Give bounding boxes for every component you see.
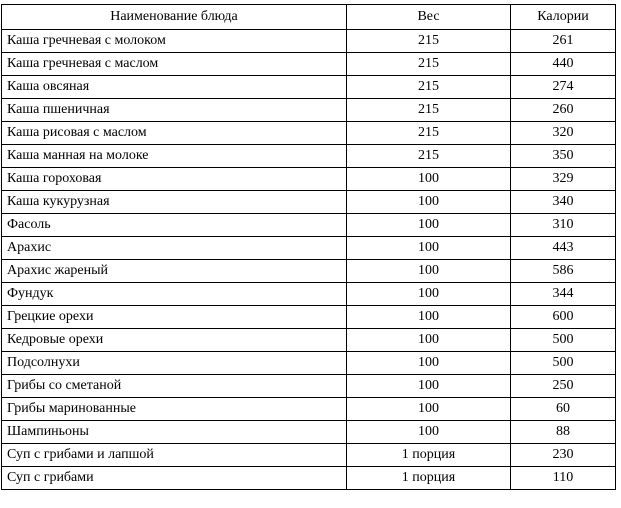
weight-cell: 100 <box>347 375 511 398</box>
weight-cell: 215 <box>347 53 511 76</box>
table-row <box>2 375 616 398</box>
calories-cell: 500 <box>511 352 616 375</box>
table-header <box>2 5 616 30</box>
dish-name-cell: Грибы маринованные <box>2 398 347 421</box>
table-row <box>2 53 616 76</box>
dish-name-cell: Каша гороховая <box>2 168 347 191</box>
calories-cell: 440 <box>511 53 616 76</box>
weight-cell: 100 <box>347 168 511 191</box>
weight-cell: 215 <box>347 122 511 145</box>
weight-cell: 1 порция <box>347 444 511 467</box>
dish-name-cell: Каша гречневая с маслом <box>2 53 347 76</box>
calories-cell: 110 <box>511 467 616 490</box>
calories-cell: 500 <box>511 329 616 352</box>
table-row <box>2 237 616 260</box>
calories-cell: 250 <box>511 375 616 398</box>
header-weight: Вес <box>347 5 511 30</box>
calories-cell: 261 <box>511 30 616 53</box>
weight-cell: 1 порция <box>347 467 511 490</box>
dish-name-cell: Грибы со сметаной <box>2 375 347 398</box>
dish-name-cell: Каша кукурузная <box>2 191 347 214</box>
header-dish-name: Наименование блюда <box>2 5 347 30</box>
dish-name-cell: Подсолнухи <box>2 352 347 375</box>
weight-cell: 215 <box>347 30 511 53</box>
calories-cell: 260 <box>511 99 616 122</box>
table-row <box>2 122 616 145</box>
dish-name-cell: Суп с грибами <box>2 467 347 490</box>
table-row <box>2 306 616 329</box>
calories-cell: 310 <box>511 214 616 237</box>
table-row <box>2 398 616 421</box>
table-row <box>2 191 616 214</box>
calorie-table <box>1 4 616 490</box>
weight-cell: 100 <box>347 214 511 237</box>
dish-name-cell: Грецкие орехи <box>2 306 347 329</box>
weight-cell: 215 <box>347 145 511 168</box>
calories-cell: 443 <box>511 237 616 260</box>
weight-cell: 100 <box>347 398 511 421</box>
header-calories: Калории <box>511 5 616 30</box>
calories-cell: 230 <box>511 444 616 467</box>
weight-cell: 100 <box>347 352 511 375</box>
dish-name-cell: Арахис жареный <box>2 260 347 283</box>
dish-name-cell: Каша манная на молоке <box>2 145 347 168</box>
dish-name-cell: Каша овсяная <box>2 76 347 99</box>
dish-name-cell: Каша гречневая с молоком <box>2 30 347 53</box>
calories-cell: 340 <box>511 191 616 214</box>
dish-name-cell: Каша пшеничная <box>2 99 347 122</box>
table-row <box>2 444 616 467</box>
weight-cell: 100 <box>347 237 511 260</box>
dish-name-cell: Суп с грибами и лапшой <box>2 444 347 467</box>
calories-cell: 350 <box>511 145 616 168</box>
table-row <box>2 467 616 490</box>
header-row <box>2 5 616 30</box>
weight-cell: 215 <box>347 76 511 99</box>
dish-name-cell: Шампиньоны <box>2 421 347 444</box>
calories-cell: 274 <box>511 76 616 99</box>
table-row <box>2 214 616 237</box>
weight-cell: 100 <box>347 421 511 444</box>
table-row <box>2 421 616 444</box>
table-row <box>2 283 616 306</box>
table-row <box>2 352 616 375</box>
weight-cell: 100 <box>347 260 511 283</box>
table-row <box>2 329 616 352</box>
weight-cell: 100 <box>347 329 511 352</box>
table-row <box>2 145 616 168</box>
table-row <box>2 76 616 99</box>
calories-cell: 586 <box>511 260 616 283</box>
dish-name-cell: Кедровые орехи <box>2 329 347 352</box>
dish-name-cell: Фасоль <box>2 214 347 237</box>
weight-cell: 215 <box>347 99 511 122</box>
table-row <box>2 99 616 122</box>
dish-name-cell: Арахис <box>2 237 347 260</box>
weight-cell: 100 <box>347 283 511 306</box>
calories-cell: 60 <box>511 398 616 421</box>
weight-cell: 100 <box>347 191 511 214</box>
table-row <box>2 260 616 283</box>
dish-name-cell: Каша рисовая с маслом <box>2 122 347 145</box>
calories-cell: 88 <box>511 421 616 444</box>
table-body <box>2 30 616 490</box>
calories-cell: 320 <box>511 122 616 145</box>
table-row <box>2 168 616 191</box>
calories-cell: 344 <box>511 283 616 306</box>
weight-cell: 100 <box>347 306 511 329</box>
calories-cell: 329 <box>511 168 616 191</box>
table-row <box>2 30 616 53</box>
dish-name-cell: Фундук <box>2 283 347 306</box>
calories-cell: 600 <box>511 306 616 329</box>
